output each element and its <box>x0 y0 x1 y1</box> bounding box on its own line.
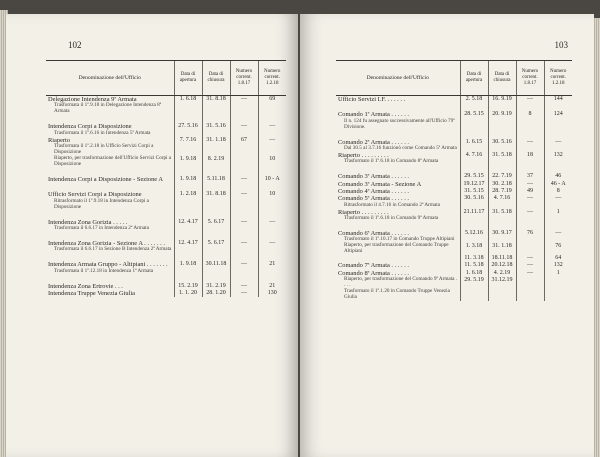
count-1918-cell: 10 <box>258 191 286 198</box>
count-1917-cell: — <box>230 123 258 130</box>
count-1918-cell: 124 <box>544 111 572 118</box>
closing-date-cell: 22. 7.19 <box>488 173 516 180</box>
count-1918-cell <box>258 103 286 115</box>
closing-date-cell <box>202 144 230 156</box>
closing-date-cell: 31. 8.18 <box>202 96 230 104</box>
closing-date-cell: 30. 9.17 <box>488 230 516 237</box>
opening-date-cell: 29. 5.15 <box>460 173 488 180</box>
office-name-cell: Comando 8ª Armata . . . . . . <box>338 269 409 277</box>
spacer-cell <box>202 232 230 240</box>
table-body <box>46 96 286 298</box>
count-1917-cell <box>230 199 258 211</box>
office-name-cell: Delegazione Intendenza 9ª Armata <box>48 96 137 103</box>
closing-date-cell: 5. 6.17 <box>202 240 230 247</box>
closing-date-cell <box>488 119 516 131</box>
count-1917-cell: — <box>230 283 258 290</box>
office-name-cell: Intendenza Corpi a Disposizione <box>48 123 132 131</box>
count-1917-cell <box>516 243 544 255</box>
office-name-cell: Ritrasformato il 1º.9.18 in Intendenza Corpi a Disposizione <box>54 197 149 210</box>
count-1918-cell <box>544 277 572 289</box>
spacer-cell <box>488 103 516 111</box>
closing-date-cell: 31. 1.18 <box>488 243 516 255</box>
opening-date-cell: 11. 3.18 <box>460 255 488 262</box>
opening-date-cell: 1. 6.18 <box>174 96 202 104</box>
spacer-cell <box>516 103 544 111</box>
spacer-cell <box>516 222 544 230</box>
left-page <box>6 14 298 457</box>
count-1917-cell: — <box>230 261 258 268</box>
office-name-cell: Trasformata il 1º.2.18 in Ufficio Servizi Corpi a Disposizione <box>54 142 154 155</box>
spacer-row <box>46 115 286 123</box>
spacer-cell <box>230 275 258 283</box>
office-name-cell: Riaperto . . . . . . . . . <box>338 208 389 216</box>
office-name-cell: Riaperto, per trasformazione dell'Ufficio Servizi Corpi a Disposizione <box>54 154 172 167</box>
spacer-row <box>46 183 286 191</box>
spacer-cell <box>460 103 488 111</box>
closing-date-cell: 18.11.18 <box>488 255 516 262</box>
count-1917-cell <box>230 156 258 168</box>
closing-date-cell: 5. 6.17 <box>202 219 230 226</box>
office-name-cell: Trasformato il 1º.6.18 in Comando 9ª Armata <box>344 215 439 222</box>
count-1917-cell <box>516 277 544 289</box>
office-name-cell: Comando 2ª Armata . . . . . . <box>338 138 409 146</box>
office-name-cell: Comando 6ª Armata . . . . . . <box>338 230 409 238</box>
opening-date-cell: 11. 5.18 <box>460 262 488 269</box>
count-1918-cell: 46 <box>544 173 572 180</box>
spacer-cell <box>230 115 258 123</box>
spacer-cell <box>258 275 286 283</box>
count-1917-cell <box>230 103 258 115</box>
office-name-cell: Ufficio Servizi Corpi a Disposizione <box>48 191 142 199</box>
office-name-cell: Intendenza Armata Gruppo - Altipiani . . . . . . . <box>48 261 168 269</box>
count-1917-cell: 76 <box>516 230 544 237</box>
closing-date-cell <box>202 199 230 211</box>
note-row <box>46 199 286 211</box>
office-name-cell: Comando 7ª Armata . . . . . . <box>338 262 409 270</box>
opening-date-cell: 31. 5.15 <box>460 188 488 195</box>
col-header-opening: Data di apertura <box>460 61 488 96</box>
spacer-cell <box>174 232 202 240</box>
spacer-cell <box>460 165 488 173</box>
count-1918-cell: 8 <box>544 188 572 195</box>
spacer-cell <box>336 222 460 230</box>
opening-date-cell <box>460 119 488 131</box>
count-1918-cell: — <box>544 195 572 202</box>
opening-date-cell: 1. 9.18 <box>174 261 202 268</box>
count-1917-cell: — <box>230 96 258 104</box>
office-name-cell: Trasformata il 1º.12.18 in Intendenza 1ª Armata <box>54 267 154 274</box>
table-body <box>336 96 572 301</box>
note-row <box>336 289 572 301</box>
spacer-cell <box>336 131 460 139</box>
closing-date-cell: 30. 2.18 <box>488 181 516 188</box>
office-name-cell: Comando 1ª Armata . . . . . . <box>338 111 409 119</box>
closing-date-cell: 20. 9.19 <box>488 111 516 118</box>
count-1918-cell: 21 <box>258 261 286 268</box>
count-1917-cell: 49 <box>516 188 544 195</box>
office-name-cell: Intendenza Corpi a Disposizione - Sezione A <box>48 175 163 183</box>
spacer-cell <box>488 165 516 173</box>
spacer-row <box>46 168 286 176</box>
count-1917-cell: — <box>230 290 258 297</box>
opening-date-cell: 15. 2.19 <box>174 283 202 290</box>
spacer-cell <box>258 183 286 191</box>
office-name-cell: Trasformata il 6.6.17 in Intendenza 2ª Armata <box>54 224 149 231</box>
count-1918-cell: — <box>258 123 286 130</box>
note-row <box>336 119 572 131</box>
opening-date-cell <box>174 144 202 156</box>
office-name-cell: Riaperto <box>48 136 71 144</box>
closing-date-cell: 31. 1.18 <box>202 137 230 144</box>
opening-date-cell: 28. 5.15 <box>460 111 488 118</box>
spacer-cell <box>516 131 544 139</box>
spacer-cell <box>460 222 488 230</box>
count-1918-cell: 144 <box>544 96 572 104</box>
spacer-cell <box>544 165 572 173</box>
count-1917-cell <box>516 289 544 301</box>
col-header-name: Denominazione dell'Ufficio <box>46 61 174 96</box>
count-1918-cell: 132 <box>544 152 572 159</box>
count-1918-cell: — <box>544 139 572 146</box>
count-1917-cell: — <box>516 181 544 188</box>
opening-date-cell: 1. 6.18 <box>460 270 488 277</box>
spacer-cell <box>202 115 230 123</box>
closing-date-cell: 30.11.18 <box>202 261 230 268</box>
spacer-cell <box>230 253 258 261</box>
spacer-cell <box>230 183 258 191</box>
office-name-cell: Trasformato il 1º.10.17 in Comando Truppe Altipiani <box>344 236 455 243</box>
closing-date-cell: 31. 2.19 <box>202 283 230 290</box>
spacer-cell <box>174 115 202 123</box>
opening-date-cell: 7. 7.16 <box>174 137 202 144</box>
count-1918-cell: 130 <box>258 290 286 297</box>
count-1917-cell: 18 <box>516 152 544 159</box>
opening-date-cell: 29. 5.19 <box>460 277 488 289</box>
spacer-row <box>336 165 572 173</box>
count-1918-cell: 1 <box>544 270 572 277</box>
spacer-cell <box>460 131 488 139</box>
count-1918-cell: — <box>544 230 572 237</box>
opening-date-cell: 5.12.16 <box>460 230 488 237</box>
count-1917-cell: — <box>516 270 544 277</box>
spacer-cell <box>544 222 572 230</box>
closing-date-cell: 4. 2.19 <box>488 270 516 277</box>
spacer-cell <box>202 183 230 191</box>
count-1918-cell: 1 <box>544 209 572 216</box>
closing-date-cell: 31. 5.16 <box>202 123 230 130</box>
office-name-cell: Il n. 124 fu assegnato successivamente all'Ufficio 79ª Divisione. <box>344 117 455 130</box>
opening-date-cell: 12. 4.17 <box>174 240 202 247</box>
count-1918-cell: 69 <box>258 96 286 104</box>
count-1917-cell: — <box>516 139 544 146</box>
count-1917-cell: — <box>230 240 258 247</box>
opening-date-cell <box>174 103 202 115</box>
spacer-cell <box>46 253 174 261</box>
table-header-row <box>336 61 572 96</box>
spacer-row <box>46 275 286 283</box>
office-row <box>336 262 572 269</box>
office-name-cell: Dal 30.5 al 3.7.16 funzionò come Comando 5ª Armata <box>344 145 457 152</box>
note-row <box>336 243 572 255</box>
spacer-cell <box>516 165 544 173</box>
spacer-row <box>336 222 572 230</box>
col-header-name: Denominazione dell'Ufficio <box>336 61 460 96</box>
office-name-cell: Comando 3ª Armata - Sezione A <box>338 180 422 188</box>
opening-date-cell: 27. 5.16 <box>174 123 202 130</box>
office-name-cell: Riaperto, per trasformazione del Comando 9ª Armata . . . . <box>344 275 458 288</box>
office-row <box>46 290 286 297</box>
count-1918-cell: 10 - A <box>258 176 286 183</box>
count-1918-cell: 10 <box>258 156 286 168</box>
count-1917-cell: — <box>230 219 258 226</box>
spacer-cell <box>258 168 286 176</box>
opening-date-cell: 12. 4.17 <box>174 219 202 226</box>
col-header-count-1917: Numero corrent. 1.8.17 <box>516 61 544 96</box>
spacer-cell <box>336 103 460 111</box>
office-row <box>46 176 286 183</box>
spacer-cell <box>230 211 258 219</box>
col-header-opening: Data di apertura <box>174 61 202 96</box>
count-1917-cell <box>516 119 544 131</box>
office-row <box>336 181 572 188</box>
spacer-cell <box>202 211 230 219</box>
office-row <box>336 255 572 262</box>
closing-date-cell: 30. 5.16 <box>488 139 516 146</box>
closing-date-cell: 31. 5.18 <box>488 209 516 216</box>
offices-table <box>336 60 572 301</box>
count-1918-cell <box>258 199 286 211</box>
note-row <box>46 103 286 115</box>
spacer-cell <box>46 211 174 219</box>
office-row <box>336 173 572 180</box>
right-page <box>300 14 594 457</box>
office-name-cell: Intendenza Truppe Venezia Giulia <box>48 289 136 297</box>
opening-date-cell <box>174 199 202 211</box>
page-number: 102 <box>68 40 82 50</box>
closing-date-cell: 28. 7.19 <box>488 188 516 195</box>
spacer-cell <box>258 211 286 219</box>
count-1917-cell: — <box>516 255 544 262</box>
opening-date-cell: 4. 7.16 <box>460 152 488 159</box>
opening-date-cell: 19.12.17 <box>460 181 488 188</box>
office-name-cell: Comando 3ª Armata . . . . . . <box>338 173 409 181</box>
spacer-cell <box>202 253 230 261</box>
spacer-cell <box>230 168 258 176</box>
closing-date-cell: 31. 5.18 <box>488 152 516 159</box>
col-header-count-1917: Numero corrent. 1.8.17 <box>230 61 258 96</box>
count-1918-cell: 46 - A <box>544 181 572 188</box>
spacer-cell <box>488 131 516 139</box>
count-1917-cell: 37 <box>516 173 544 180</box>
count-1918-cell: 132 <box>544 262 572 269</box>
opening-date-cell: 21.11.17 <box>460 209 488 216</box>
spacer-cell <box>258 115 286 123</box>
closing-date-cell <box>488 289 516 301</box>
closing-date-cell: 31.12.19 <box>488 277 516 289</box>
spacer-cell <box>46 232 174 240</box>
count-1917-cell <box>230 144 258 156</box>
spacer-cell <box>46 115 174 123</box>
office-name-cell: Trasformato il 1º.6.18 in Comando 8ª Armata <box>344 158 439 165</box>
office-name-cell: Trasformata il 1º.6.16 in Intendenza 5ª Armata <box>54 129 151 136</box>
spacer-cell <box>174 168 202 176</box>
spacer-row <box>46 232 286 240</box>
opening-date-cell: 1. 6.15 <box>460 139 488 146</box>
opening-date-cell: 1. 1. 20 <box>174 290 202 297</box>
spacer-row <box>46 253 286 261</box>
spacer-row <box>336 103 572 111</box>
offices-table <box>46 60 286 297</box>
office-name-cell: Comando 4ª Armata . . . . . . <box>338 188 409 196</box>
opening-date-cell: 30. 5.16 <box>460 195 488 202</box>
office-name-cell: Intendenza Zona Ertrovie . . . <box>48 282 123 290</box>
count-1917-cell: — <box>230 191 258 198</box>
count-1917-cell: — <box>516 195 544 202</box>
opening-date-cell: 1. 9.18 <box>174 176 202 183</box>
spacer-cell <box>202 275 230 283</box>
office-row <box>336 96 572 104</box>
office-name-cell: Trasformata il 1º.9.18 in Delegazione Intendenza 8ª Armata <box>54 102 162 115</box>
spacer-cell <box>174 211 202 219</box>
spacer-cell <box>46 168 174 176</box>
opening-date-cell: 1. 2.18 <box>174 191 202 198</box>
opening-date-cell: 1. 9.18 <box>174 156 202 168</box>
spacer-cell <box>46 183 174 191</box>
closing-date-cell <box>202 103 230 115</box>
office-name-cell: Ufficio Servizi I.F. . . . . . . <box>338 96 406 103</box>
spacer-row <box>46 211 286 219</box>
count-1918-cell <box>544 289 572 301</box>
closing-date-cell: 28. 1.20 <box>202 290 230 297</box>
closing-date-cell: 31. 8.18 <box>202 191 230 198</box>
count-1918-cell: 21 <box>258 283 286 290</box>
opening-date-cell: 1. 3.18 <box>460 243 488 255</box>
note-row <box>46 156 286 168</box>
office-name-cell: Intendenza Zona Gorizia - Sezione A . . . . . . . <box>48 239 165 247</box>
spacer-cell <box>258 232 286 240</box>
closing-date-cell: 5.11.18 <box>202 176 230 183</box>
page-number: 103 <box>554 40 568 50</box>
opening-date-cell: 2. 5.18 <box>460 96 488 104</box>
office-row <box>46 283 286 290</box>
spacer-cell <box>174 275 202 283</box>
count-1917-cell: 67 <box>230 137 258 144</box>
office-name-cell: Comando 5ª Armata . . . . . . <box>338 195 409 203</box>
closing-date-cell: 4. 7.16 <box>488 195 516 202</box>
spacer-cell <box>258 253 286 261</box>
office-row <box>336 188 572 195</box>
spacer-row <box>336 131 572 139</box>
spacer-cell <box>174 183 202 191</box>
office-name-cell: Riaperto . . . . . . . . . <box>338 151 389 159</box>
spacer-cell <box>174 253 202 261</box>
col-header-count-1918: Numero corrent. 1.2.18 <box>258 61 286 96</box>
spacer-cell <box>230 232 258 240</box>
col-header-count-1918: Numero corrent. 1.2.18 <box>544 61 572 96</box>
count-1917-cell: — <box>516 96 544 104</box>
count-1918-cell: — <box>258 219 286 226</box>
closing-date-cell: 8. 2.19 <box>202 156 230 168</box>
spacer-cell <box>488 222 516 230</box>
spacer-cell <box>46 275 174 283</box>
col-header-closing: Data di chiusura <box>202 61 230 96</box>
count-1918-cell <box>544 119 572 131</box>
count-1917-cell: — <box>230 176 258 183</box>
office-name-cell: Trasformata il 6.6.17 in Sezione B Intendenza 2ª Armata <box>54 246 172 253</box>
spacer-cell <box>544 103 572 111</box>
office-name-cell <box>336 255 460 262</box>
table-header-row <box>46 61 286 96</box>
count-1918-cell: 64 <box>544 255 572 262</box>
office-name-cell: Intendenza Zona Gorizia . . . . . <box>48 218 128 226</box>
count-1917-cell: — <box>516 209 544 216</box>
count-1918-cell <box>258 144 286 156</box>
spacer-cell <box>544 131 572 139</box>
office-name-cell: Ritrasformato il 4.7.16 in Comando 2ª Armata <box>344 201 440 208</box>
office-name-cell: Riaperto, per trasformazione del Comando Truppe Altipiani <box>344 242 449 255</box>
spacer-cell <box>336 165 460 173</box>
col-header-closing: Data di chiusura <box>488 61 516 96</box>
count-1918-cell: — <box>258 240 286 247</box>
count-1918-cell: — <box>258 137 286 144</box>
count-1918-cell: 76 <box>544 243 572 255</box>
opening-date-cell <box>460 289 488 301</box>
closing-date-cell: 20.12.18 <box>488 262 516 269</box>
spacer-cell <box>202 168 230 176</box>
count-1917-cell: — <box>516 262 544 269</box>
count-1917-cell: 8 <box>516 111 544 118</box>
closing-date-cell: 16. 9.19 <box>488 96 516 104</box>
office-name-cell: Trasformato il 1º.1.20 in Comando Truppe Venezia Giulia <box>344 287 450 300</box>
